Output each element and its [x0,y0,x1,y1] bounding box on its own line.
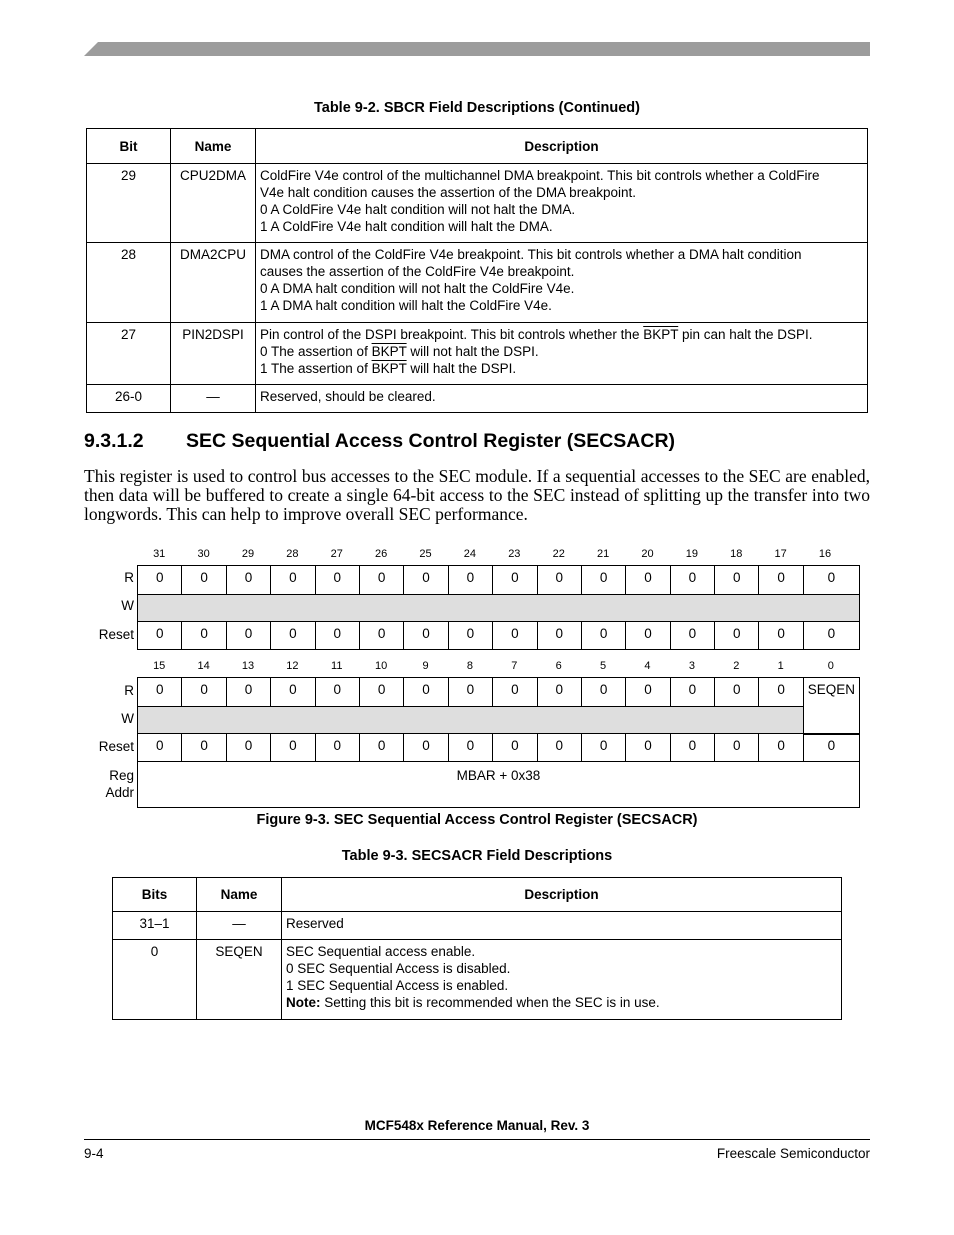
bit-cell: 29 [87,164,171,243]
bit-cell: 0 [270,677,314,707]
description-cell [256,385,868,413]
section-number: 9.3.1.2 [84,430,144,452]
description-cell [256,164,868,243]
bkpt-signal: BKPT [371,344,407,359]
description-cell [282,912,842,940]
description-text: 0 The assertion of [260,344,372,359]
bit-cell: 0 [137,677,181,707]
row-label-w: W [121,711,134,726]
bit-number: 22 [552,548,565,560]
bit-number: 26 [375,548,388,560]
bit-number: 20 [641,548,654,560]
bit-cell: 0 [492,565,536,595]
bit-cell: 0 [803,621,859,650]
row-label-reset: Reset [98,739,134,754]
bit-cell: 0 [137,565,181,595]
table-row [113,940,842,1020]
bit-cell: 0 [403,565,447,595]
bit-number: 27 [330,548,343,560]
bit-cell: 0 [270,565,314,595]
description-line [260,360,863,377]
bit-number: 30 [197,548,210,560]
bit-number: 21 [596,548,610,560]
description-line: Reserved, should be cleared. [260,389,436,404]
table-row [87,243,868,323]
description-line: 0 SEC Sequential Access is disabled. [286,961,511,976]
row-label-addr: Addr [105,785,134,800]
description-cell [256,323,868,385]
description-text: pin can halt the DSPI. [678,327,813,342]
section-heading [84,430,675,453]
row-label-r: R [124,570,134,585]
bit-number: 23 [508,548,521,560]
footer-company: Freescale Semiconductor [716,1146,870,1161]
note-line [286,994,837,1011]
bit-number: 19 [685,548,698,560]
name-cell: — [171,385,256,413]
description-text: 1 The assertion of [260,361,372,376]
bit-number-row-lower [137,660,859,672]
bit-cell: 0 [537,621,581,650]
bit-cell: 0 [670,677,714,707]
bit-number: 28 [286,548,299,560]
bit-number: 1 [777,660,784,672]
col-header-bit: Bit [87,129,171,164]
name-cell: CPU2DMA [171,164,256,243]
table-header-row [87,129,868,164]
bit-cell: 0 [714,565,758,595]
name-cell: DMA2CPU [171,243,256,323]
bit-number: 6 [555,660,562,672]
description-line: ColdFire V4e control of the multichannel DMA breakpoint. This bit controls whether a ColdFire [260,168,820,183]
bit-cell: 0 [226,621,270,650]
table-row [87,385,868,413]
bit-cell: 0 [670,565,714,595]
bit-number: 29 [241,548,255,560]
write-row-upper [137,594,860,622]
bit-cell: 0 [581,621,625,650]
bit-number: 15 [153,660,166,672]
reset-row-lower [137,733,860,762]
bit-cell: 0 [181,621,225,650]
bit-number: 11 [331,660,343,672]
bit-cell: 0 [181,565,225,595]
description-line: 1 SEC Sequential Access is enabled. [286,978,509,993]
description-text: will not halt the DSPI. [406,344,539,359]
bit-number: 0 [827,660,834,672]
table-9-2-caption: Table 9-2. SBCR Field Descriptions (Continued) [313,100,640,116]
footer-page-number: 9-4 [84,1146,104,1161]
bit-number: 4 [644,660,651,672]
bit-cell: 0 [537,565,581,595]
description-line: 1 A ColdFire V4e halt condition will halt the DMA. [260,219,553,234]
description-line: V4e halt condition causes the assertion of the DMA breakpoint. [260,185,636,200]
table-header-row [113,878,842,912]
bit-cell: 0 [581,565,625,595]
description-line: 0 A ColdFire V4e halt condition will not halt the DMA. [260,202,576,217]
name-cell: SEQEN [197,940,282,1020]
description-cell [256,243,868,323]
description-line: 0 A DMA halt condition will not halt the ColdFire V4e. [260,281,575,296]
bit-cell: 0 [315,565,359,595]
description-line: SEC Sequential access enable. [286,944,476,959]
reset-row-upper [137,621,860,650]
bit-cell: 0 [315,621,359,650]
bit-cell: 0 [625,733,669,762]
bit-cell: 0 [137,621,181,650]
description-line: DMA control of the ColdFire V4e breakpoint. This bit controls whether a DMA halt condition [260,247,802,262]
bit-cell: 26-0 [87,385,171,413]
bit-cell: 0 [403,677,447,707]
bit-cell: 0 [137,733,181,762]
bit-cell: 0 [448,677,492,707]
bit-cell: 0 [670,621,714,650]
description-line: causes the assertion of the ColdFire V4e breakpoint. [260,264,575,279]
table-row [87,164,868,243]
bit-number: 31 [153,548,166,560]
row-label-reset: Reset [98,627,134,642]
col-header-description: Description [256,129,868,164]
bit-cell: 0 [803,733,859,762]
bit-number: 14 [197,660,210,672]
bit-cell: 0 [403,621,447,650]
bit-cell: 0 [448,733,492,762]
bit-number: 3 [688,660,695,672]
register-address-cell: MBAR + 0x38 [137,761,860,808]
name-cell: — [197,912,282,940]
bit-cell: 0 [315,677,359,707]
bkpt-signal: BKPT [643,327,679,342]
bit-cell: 0 [226,733,270,762]
row-label-reg: Reg [109,768,134,783]
bit-cell: 0 [359,621,403,650]
bit-number: 18 [730,548,743,560]
col-header-name: Name [197,878,282,912]
bit-cell: 0 [226,565,270,595]
bit-cell: 0 [359,565,403,595]
bit-cell: 0 [492,677,536,707]
write-row-lower [137,706,804,734]
bit-cell: 0 [625,677,669,707]
bit-cell: 0 [403,733,447,762]
bits-cell: 0 [113,940,197,1020]
bit-number: 25 [419,548,432,560]
note-text: Setting this bit is recommended when the SEC is in use. [320,995,660,1010]
bit-cell: 0 [181,677,225,707]
bit-number: 16 [818,548,832,560]
bit-cell: 0 [625,565,669,595]
seqen-bit-cell: SEQEN [803,677,859,735]
bit-cell: 0 [448,621,492,650]
bit-cell: 0 [581,733,625,762]
bit-cell: 0 [448,565,492,595]
bit-cell: 0 [714,733,758,762]
bit-cell: 0 [670,733,714,762]
bit-number-row-upper [137,548,847,560]
bit-number: 7 [511,660,518,672]
bit-cell: 0 [758,733,802,762]
col-header-description: Description [282,878,842,912]
row-label-r: R [124,683,134,698]
bit-cell: 0 [359,677,403,707]
bit-cell: 0 [537,677,581,707]
description-line: 1 A DMA halt condition will halt the ColdFire V4e. [260,298,552,313]
bit-number: 9 [422,660,429,672]
bit-cell: 27 [87,323,171,385]
r-row-upper [137,565,860,595]
bit-cell: 0 [492,621,536,650]
bit-cell: 0 [226,677,270,707]
secsacr-field-table [112,877,842,1020]
description-line [260,343,863,360]
footer-divider [84,1139,870,1140]
bit-cell: 28 [87,243,171,323]
note-label: Note: [286,995,321,1010]
bit-cell: 0 [714,621,758,650]
sbcr-field-table [86,128,868,413]
bit-number: 24 [463,548,477,560]
col-header-bits: Bits [113,878,197,912]
row-label-w: W [121,598,134,613]
bit-number: 5 [600,660,607,672]
description-text: will halt the DSPI. [406,361,517,376]
description-line: Reserved [286,916,344,931]
bit-cell: 0 [270,733,314,762]
bit-cell: 0 [758,621,802,650]
bit-cell: 0 [758,565,802,595]
footer-manual-title: MCF548x Reference Manual, Rev. 3 [364,1118,590,1133]
bit-cell: 0 [270,621,314,650]
description-cell [282,940,842,1020]
bit-cell: 0 [625,621,669,650]
bit-number: 13 [241,660,255,672]
bit-number: 8 [466,660,473,672]
bit-cell: 0 [315,733,359,762]
bit-number: 17 [774,548,787,560]
bit-cell: 0 [537,733,581,762]
bit-cell: 0 [581,677,625,707]
table-row [87,323,868,385]
bit-cell: 0 [359,733,403,762]
row-label-reg-addr [84,767,134,801]
table-row [113,912,842,940]
col-header-name: Name [171,129,256,164]
section-title: SEC Sequential Access Control Register (SECSACR) [186,430,676,452]
bits-cell: 31–1 [113,912,197,940]
bit-cell: 0 [181,733,225,762]
bkpt-signal: BKPT [371,361,407,376]
name-cell: PIN2DSPI [171,323,256,385]
header-bar [84,42,870,56]
body-paragraph: This register is used to control bus accesses to the SEC module. If a sequential accesses to the SEC are enabled, then data will be buffered to create a single 64-bit access to the SEC instead of splitting up the transfer into two longwords. This can help to improve overall SEC performance. [84,466,870,524]
bit-number: 12 [286,660,299,672]
description-text: Pin control of the DSPI breakpoint. This bit controls whether the [260,327,644,342]
figure-9-3-caption: Figure 9-3. SEC Sequential Access Control Register (SECSACR) [256,812,698,828]
bit-number: 2 [733,660,740,672]
bit-cell: 0 [803,565,859,595]
bit-cell: 0 [714,677,758,707]
description-line [260,326,863,343]
bit-cell: 0 [492,733,536,762]
table-9-3-caption: Table 9-3. SECSACR Field Descriptions [341,848,613,864]
bit-cell: 0 [758,677,802,707]
bit-number: 10 [375,660,388,672]
